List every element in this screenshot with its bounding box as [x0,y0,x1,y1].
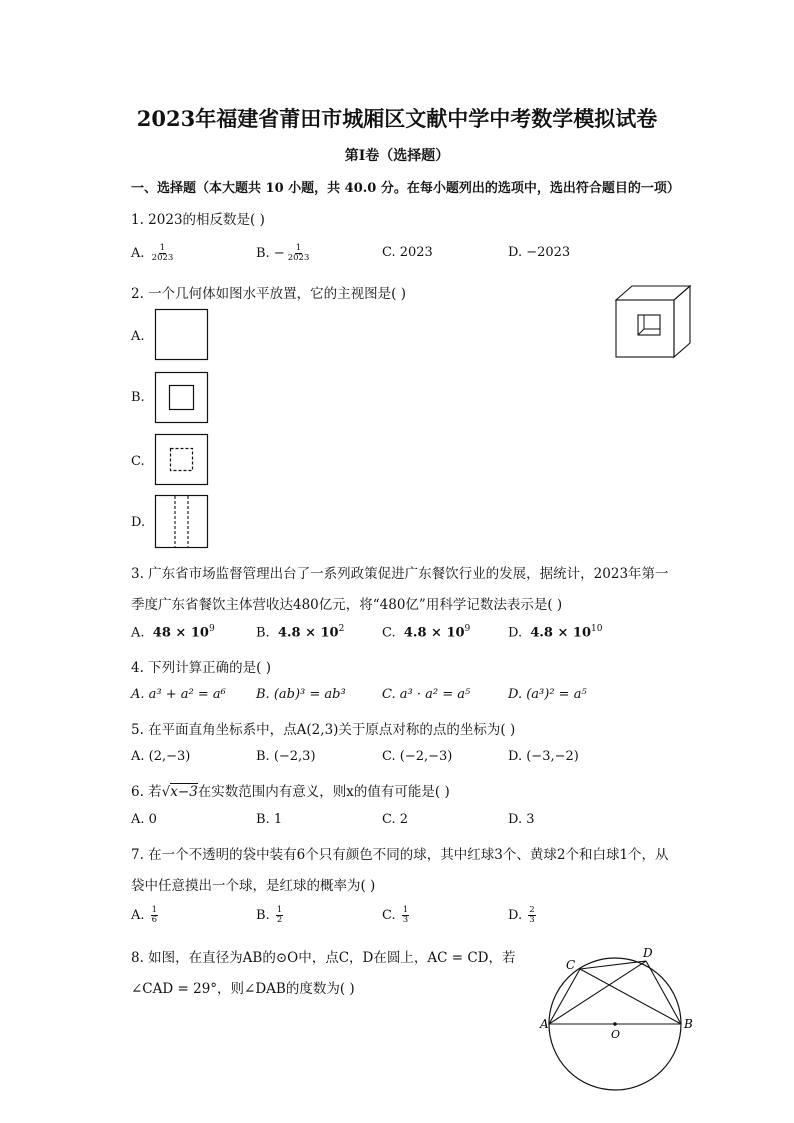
q5-stem: 5. 在平面直角坐标系中，点A(2,3)关于原点对称的点的坐标为( ) [131,722,516,738]
label-o: O [611,1028,621,1041]
label-c: C [566,958,576,972]
label-b: B [684,1017,693,1031]
q2-option-d-figure [155,495,209,549]
q2-option-c-label: C. [131,454,145,469]
section-heading: 一、选择题（本大题共 10 小题，共 40.0 分。在每小题列出的选项中，选出符合题目的一项） [131,181,680,196]
q1-option-b [256,244,310,263]
q1-option-d: D. −2023 [508,245,571,260]
q2-option-a-label: A. [131,329,145,344]
q1-option-c: C. 2023 [382,245,433,260]
q4-option-a: A. a³ + a² = a⁶ [131,687,226,702]
q2-option-b-figure [155,372,209,424]
q5-option-b: B. (−2,3) [256,749,316,764]
q7-option-a: A. $\frac{1}{6}$ [131,905,158,925]
q6-option-b: B. 1 [256,812,283,827]
q4-option-c: C. a³ · a² = a⁵ [382,687,471,702]
q8-stem-line1: 8. 如图，在直径为AB的⊙O中，点C，D在圆上，AC = CD，若 [131,950,516,966]
q1-option-a [131,244,174,263]
q5-option-d: D. (−3,−2) [508,749,579,764]
q1-b-sign: − [273,246,285,261]
q4-option-b: B. (ab)³ = ab³ [256,687,346,702]
q3-option-c: C. $4.8 \times 10^9$ [382,624,471,641]
q3-option-b: B. $4.8 \times 10^2$ [256,624,345,641]
label-a: A [540,1017,549,1031]
q5-option-a: A. (2,−3) [131,749,191,764]
q2-option-d-label: D. [131,515,146,530]
q8-stem-line2: ∠CAD = 29°，则∠DAB的度数为( ) [131,981,355,997]
q2-option-b-label: B. [131,390,145,405]
q1-stem: 1. 2023的相反数是( ) [131,212,265,228]
q2-cube-figure [614,284,692,360]
q2-option-c-figure [155,434,209,486]
q3-stem-line2: 季度广东省餐饮主体营收达480亿元，将“480亿”用科学记数法表示是( ) [131,597,563,613]
q2-option-a-figure [155,309,209,361]
q1-b-fraction: $\frac{1}{2023}$ [287,243,310,263]
q6-stem: 6. 若√x−3在实数范围内有意义，则x的值有可能是( ) [131,784,450,800]
page-subtitle: 第Ⅰ卷（选择题） [344,148,450,164]
q7-option-c: C. $\frac{1}{3}$ [382,905,409,925]
q6-option-a: A. 0 [131,812,157,827]
q8-circle-figure [540,944,700,1104]
q7-stem-line1: 7. 在一个不透明的袋中装有6个只有颜色不同的球，其中红球3个、黄球2个和白球1个，从 [131,847,669,863]
q6-option-c: C. 2 [382,812,409,827]
q1-a-label: A. [131,246,145,261]
q2-stem: 2. 一个几何体如图水平放置，它的主视图是( ) [131,286,406,302]
q7-option-d: D. $\frac{2}{3}$ [508,905,535,925]
q3-option-a: A. $48 \times 10^9$ [131,624,215,641]
q1-b-label: B. [256,246,270,261]
q5-option-c: C. (−2,−3) [382,749,453,764]
q4-option-d: D. (a³)² = a⁵ [508,687,587,702]
q3-option-d: D. $4.8 \times 10^{10}$ [508,624,603,641]
sqrt-symbol: √ [161,784,171,800]
q7-option-b: B. $\frac{1}{2}$ [256,905,283,925]
label-d: D [643,946,653,960]
page-title: 2023年福建省莆田市城厢区文献中学中考数学模拟试卷 [136,106,658,131]
q6-option-d: D. 3 [508,812,535,827]
q7-stem-line2: 袋中任意摸出一个球，是红球的概率为( ) [131,878,376,894]
q1-a-fraction: $\frac{1}{2023}$ [151,243,174,263]
q6-radicand: x−3 [170,784,198,800]
q4-stem: 4. 下列计算正确的是( ) [131,660,271,676]
q3-stem-line1: 3. 广东省市场监督管理出台了一系列政策促进广东餐饮行业的发展，据统计，2023年第一 [131,566,669,582]
